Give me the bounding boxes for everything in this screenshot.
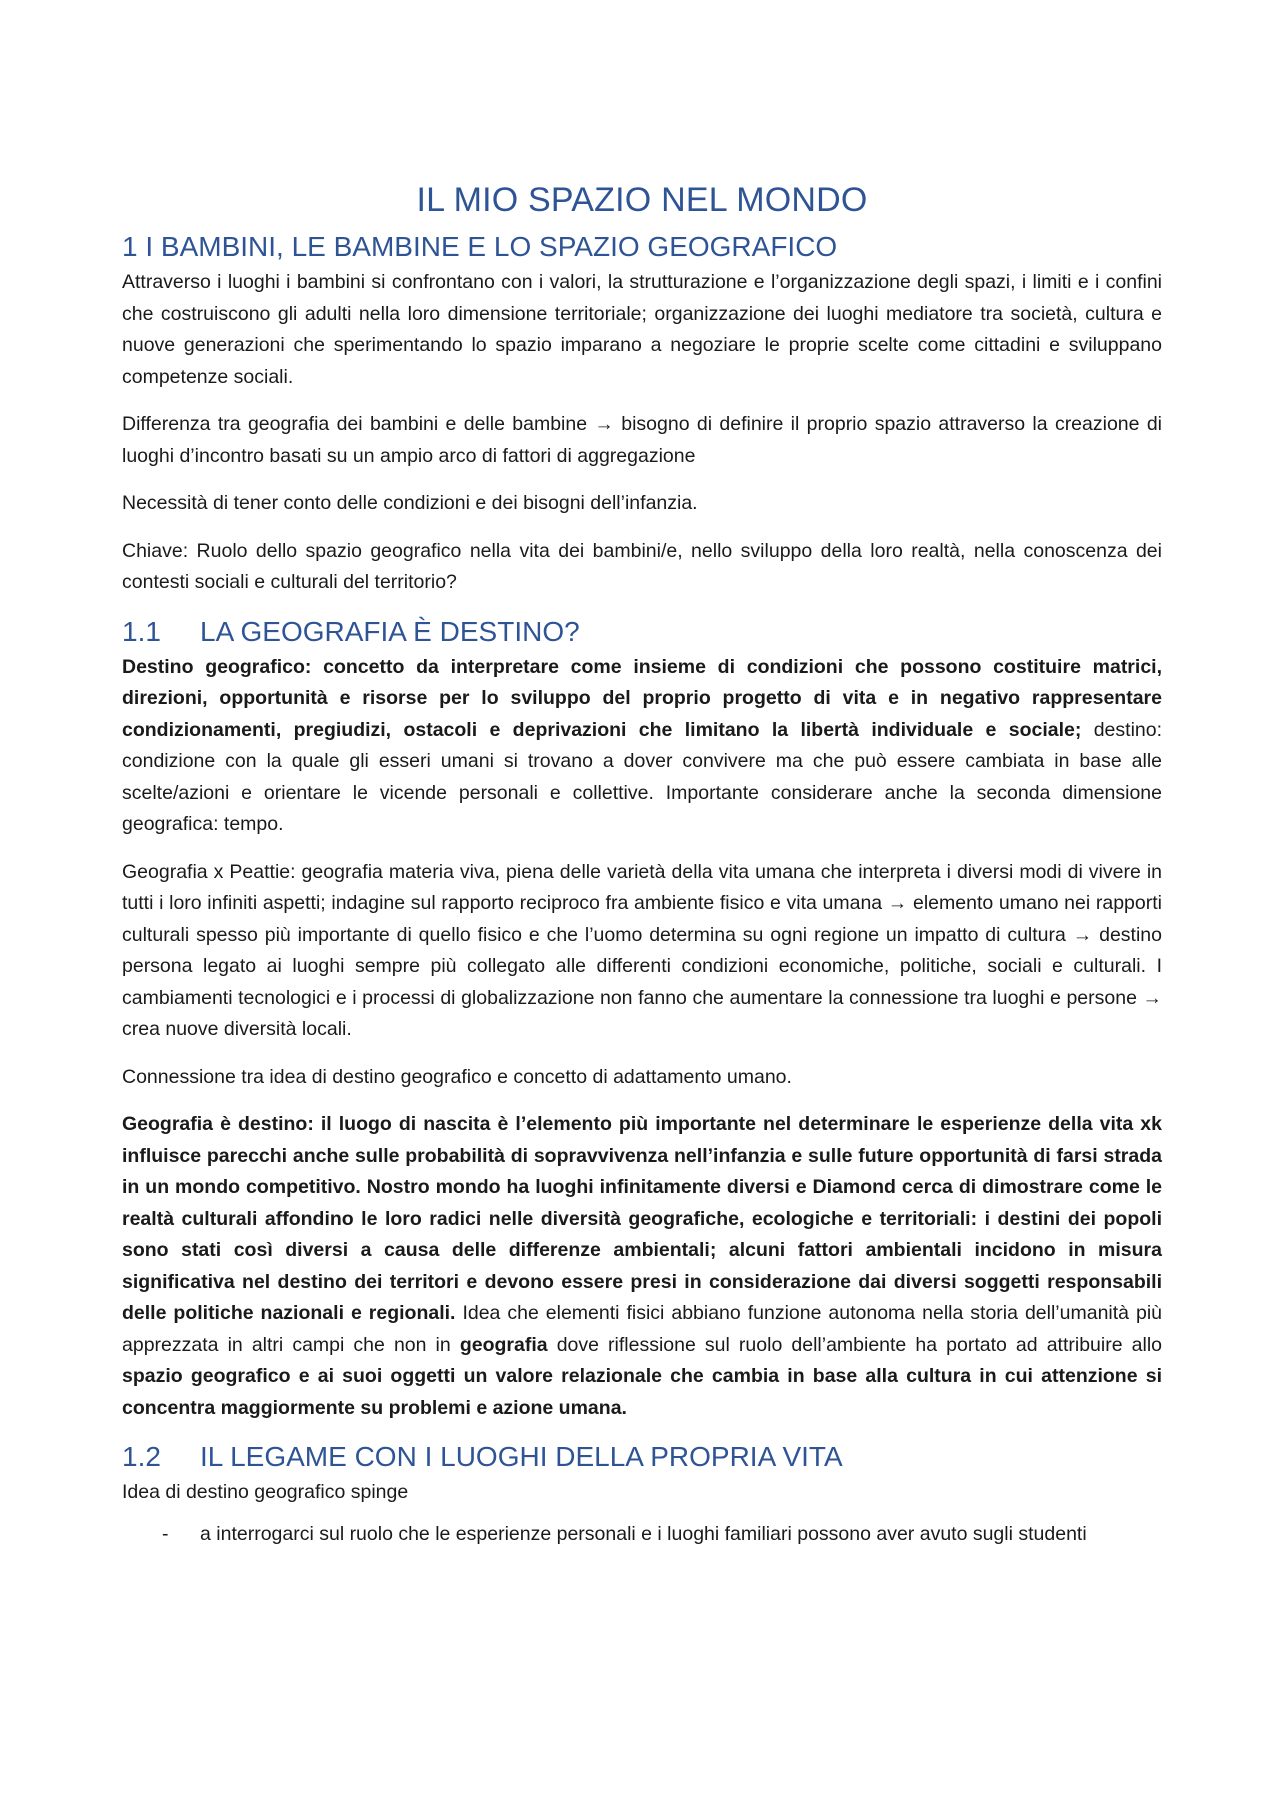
section-1-paragraph-2: Differenza tra geografia dei bambini e delle bambine → bisogno di definire il proprio spazio attraverso la creazione di luoghi d’incontro basati su un ampio arco di fattori di aggregazione	[122, 413, 1162, 467]
section-1-1-heading	[122, 615, 1162, 649]
bold-text: spazio geografico e ai suoi oggetti un valore relazionale che cambia in base alla cultura in cui attenzione si concentra maggiormente su problemi e azione umana.	[122, 1365, 1162, 1419]
section-1-1-paragraph-1	[122, 652, 1162, 841]
paragraph-text: dove riflessione sul ruolo dell’ambiente ha portato ad attribuire allo	[547, 1333, 1162, 1356]
paragraph-text: Idea che elementi fisici abbiano funzione autonoma nella storia dell’umanità più apprezzata in altri campi che non in	[122, 1302, 1163, 1356]
section-1-1-paragraph-3: Connessione tra idea di destino geografico e concetto di adattamento umano.	[122, 1065, 792, 1088]
list-item-text: a interrogarci sul ruolo che le esperienze personali e i luoghi familiari possono aver avuto sugli studenti	[200, 1522, 1087, 1545]
section-1-2-paragraph-1: Idea di destino geografico spinge	[122, 1481, 409, 1503]
section-1-1-number: 1.1	[122, 615, 161, 647]
section-1-2-heading	[122, 1440, 1162, 1474]
document-page	[122, 180, 1162, 1550]
list-item	[122, 1519, 1122, 1551]
bold-definition: Destino geografico: concetto da interpretare come insieme di condizioni che possono costituire matrici, direzioni, opportunità e risorse per lo sviluppo del proprio progetto di vita e in negativo rappresentare condizionamenti, pregiudizi, ostacoli e deprivazioni che limitano la libertà individuale e sociale;	[122, 655, 1162, 741]
section-1-paragraph-4: Chiave: Ruolo dello spazio geografico nella vita dei bambini/e, nello sviluppo della loro realtà, nella conoscenza dei contesti sociali e culturali del territorio?	[122, 539, 1162, 593]
section-1-heading: 1 I BAMBINI, LE BAMBINE E LO SPAZIO GEOGRAFICO	[122, 231, 838, 262]
section-1-1-title: LA GEOGRAFIA È DESTINO?	[200, 615, 580, 647]
section-1-2-title: IL LEGAME CON I LUOGHI DELLA PROPRIA VITA	[200, 1441, 843, 1472]
dash-bullet: -	[162, 1522, 169, 1545]
document-title: IL MIO SPAZIO NEL MONDO	[416, 181, 868, 219]
section-1-1-paragraph-4	[122, 1109, 1162, 1424]
section-1-2-number: 1.2	[122, 1441, 161, 1472]
section-1-paragraph-3: Necessità di tener conto delle condizioni e dei bisogni dell’infanzia.	[122, 492, 698, 514]
section-1-1-paragraph-2: Geografia x Peattie: geografia materia viva, piena delle varietà della vita umana che interpreta i diversi modi di vivere in tutti i loro infiniti aspetti; indagine sul rapporto reciproco fra ambiente fisico e vita umana → elemento umano nei rapporti culturali spesso più importante di quello fisico e che l’uomo determina su ogni regione un impatto di cultura → destino persona legato ai luoghi sempre più collegato alle differenti condizioni economiche, politiche, sociali e culturali. I cambiamenti tecnologici e i processi di globalizzazione non fanno che aumentare la connessione tra luoghi e persone → crea nuove diversità locali.	[122, 860, 1162, 1040]
bold-text: Geografia è destino: il luogo di nascita è l’elemento più importante nel determinare le esperienze della vita xk influisce parecchi anche sulle probabilità di sopravvivenza nell’infanzia e sulle future opportunità di farsi strada in un mondo competitivo. Nostro mondo ha luoghi infinitamente diversi e Diamond cerca di dimostrare come le realtà culturali affondino le loro radici nelle diversità geografiche, ecologiche e territoriali: i destini dei popoli sono stati così diversi a causa delle differenze ambientali; alcuni fattori ambientali incidono in misura significativa nel destino dei territori e devono essere presi in considerazione dai diversi soggetti responsabili delle politiche nazionali e regionali.	[122, 1113, 1162, 1324]
paragraph-text: destino: condizione con la quale gli esseri umani si trovano a dover convivere ma che può essere cambiata in base alle scelte/azioni e orientare le vicende personali e collettive. Importante considerare anche la seconda dimensione geografica: tempo.	[122, 718, 1163, 835]
dash-list	[122, 1519, 1162, 1551]
section-1-paragraph-1: Attraverso i luoghi i bambini si confrontano con i valori, la strutturazione e l’organizzazione degli spazi, i limiti e i confini che costruiscono gli adulti nella loro dimensione territoriale; organizzazione dei luoghi mediatore tra società, cultura e nuove generazioni che sperimentando lo spazio imparano a negoziare le proprie scelte come cittadini e sviluppano competenze sociali.	[122, 271, 1162, 388]
bold-text: geografia	[459, 1333, 548, 1356]
